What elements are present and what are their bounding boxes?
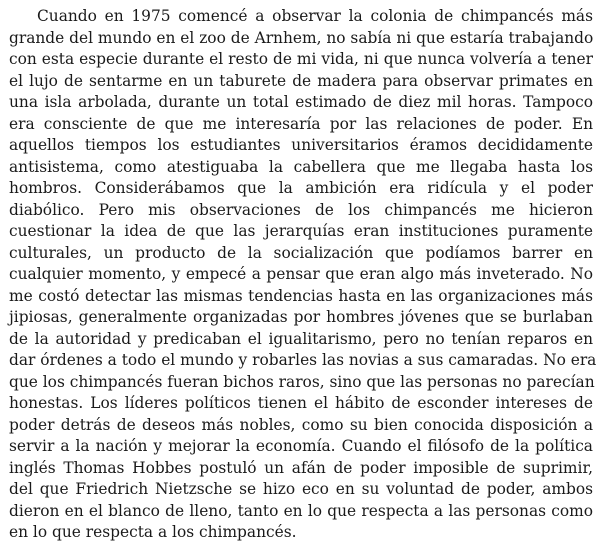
text-line: dieron en el blanco de lleno, tanto en lo que respecta a las personas como	[9, 501, 593, 520]
text-line: me costó detectar las mismas tendencias hasta en las organizaciones más	[9, 286, 593, 305]
text-line: del que Friedrich Nietzsche se hizo eco en su voluntad de poder, ambos	[9, 480, 593, 498]
text-line: con esta especie durante el resto de mi vida, ni que nunca volvería a tener	[9, 50, 593, 68]
text-line: era consciente de que me interesaría por las relaciones de poder. En	[9, 114, 593, 133]
text-line: de la autoridad y predicaban el igualitarismo, pero no tenían reparos en	[9, 329, 593, 348]
text-line: diabólico. Pero mis observaciones de los chimpancés me hicieron	[9, 200, 593, 219]
text-line: grande del mundo en el zoo de Arnhem, no sabía ni que estaría trabajando	[9, 28, 594, 47]
text-line: poder detrás de deseos más nobles, como su bien conocida disposición a	[9, 415, 593, 434]
text-line: que los chimpancés fueran bichos raros, sino que las personas no parecían	[9, 372, 595, 391]
text-line: antisistema, como atestiguaba la cabellera que me llegaba hasta los	[9, 157, 593, 176]
body-paragraph	[9, 6, 597, 544]
text-line: inglés Thomas Hobbes postuló un afán de poder imposible de suprimir,	[9, 458, 593, 477]
text-line: hombros. Considerábamos que la ambición era ridícula y el poder	[9, 179, 593, 197]
text-line: cualquier momento, y empecé a pensar que eran algo más inveterado. No	[9, 265, 593, 283]
text-line: servir a la nación y mejorar la economía. Cuando el filósofo de la política	[9, 437, 593, 455]
text-line: aquellos tiempos los estudiantes universitarios éramos decididamente	[9, 136, 593, 154]
text-line: una isla arbolada, durante un total estimado de diez mil horas. Tampoco	[9, 93, 593, 111]
text-line: culturales, un producto de la socialización que podíamos barrer en	[9, 243, 593, 262]
text-line: cuestionar la idea de que las jerarquías eran instituciones puramente	[9, 222, 593, 240]
text-line: dar órdenes a todo el mundo y robarles las novias a sus camaradas. No era	[9, 351, 597, 369]
text-line: en lo que respecta a los chimpancés.	[9, 523, 297, 541]
text-line: el lujo de sentarme en un taburete de madera para observar primates en	[9, 71, 593, 90]
text-line: honestas. Los líderes políticos tienen el hábito de esconder intereses de	[9, 394, 593, 412]
text-line: Cuando en 1975 comencé a observar la colonia de chimpancés más	[37, 7, 593, 25]
text-line: jipiosas, generalmente organizadas por hombres jóvenes que se burlaban	[9, 308, 593, 326]
